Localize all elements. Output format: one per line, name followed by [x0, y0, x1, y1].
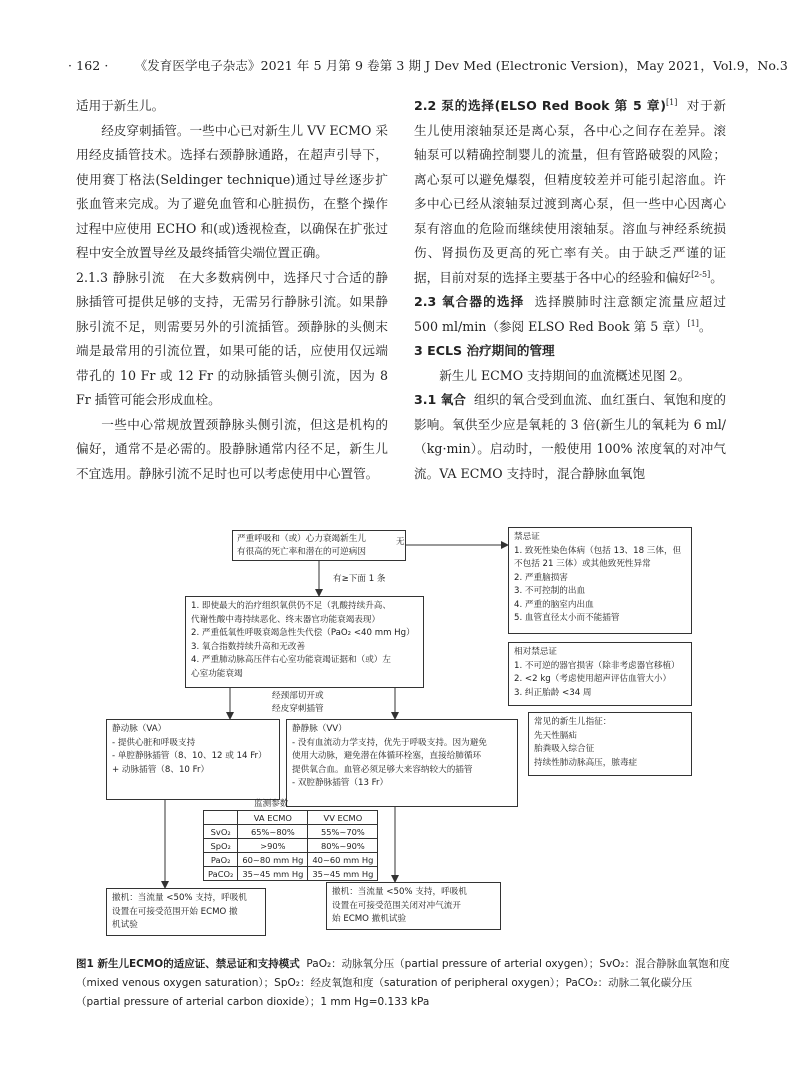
citation: [2-5] — [691, 269, 711, 279]
vv-mode-box — [286, 719, 518, 807]
paragraph — [414, 388, 726, 486]
box-line: 2. 严重低氧性呼吸衰竭急性失代偿（PaO₂ <40 mm Hg） — [191, 628, 415, 638]
box-title: 静动脉（VA） — [112, 724, 167, 734]
box-title: 禁忌证 — [514, 532, 540, 542]
table-cell: 60~80 mm Hg — [238, 853, 308, 867]
figure-title: 图1 新生儿ECMO的适应证、禁忌证和支持模式 — [76, 958, 300, 970]
box-line: 1. 致死性染色体病（包括 13、18 三体，但 — [514, 545, 682, 556]
citation: [1] — [666, 97, 678, 107]
box-line: - 单腔静脉插管（8、10、12 或 14 Fr） — [112, 751, 267, 761]
box-line: 心室功能衰竭 — [191, 668, 243, 679]
paragraph — [76, 266, 388, 413]
box-line: 有很高的死亡率和潜在的可逆病因 — [237, 547, 366, 557]
table-row — [204, 867, 378, 881]
section-heading: 2.3 氧合器的选择 — [414, 294, 525, 309]
table-row — [204, 839, 378, 853]
table-cell: 35~45 mm Hg — [308, 867, 378, 881]
table-cell: SvO₂ — [204, 825, 238, 839]
left-column — [76, 94, 388, 486]
table-cell: PaCO₂ — [204, 867, 238, 881]
paragraph-text: 对于新生儿使用滚轴泵还是离心泵，各中心之间存在差异。滚轴泵可以精确控制婴儿的流量，但有管路破裂的风险；离心泵可以避免爆裂，但精度较差并可能引起溶血。许多中心已经从滚轴泵过渡到离心泵，但一些中心因离心泵有溶血的危险而继续使用滚轴泵。溶血与神经系统损伤、肾损伤及更高的死亡率有关。由于缺乏严谨的证据，目前对泵的选择主要基于各中心的经验和偏好 — [414, 98, 727, 285]
label-line: 经皮穿刺插管 — [272, 704, 324, 714]
va-mode-box — [106, 719, 280, 800]
vv-weaning-box — [326, 882, 501, 930]
box-line: - 提供心脏和呼吸支持 — [112, 737, 196, 748]
box-line: 提供氧合血。血管必须足够大来容纳较大的插管 — [292, 764, 473, 775]
table-header-row — [204, 811, 378, 825]
table-cell — [204, 811, 238, 825]
punctuation: 。 — [698, 318, 712, 334]
box-line: 3. 氧合指数持续升高和无改善 — [191, 641, 306, 652]
indications-box — [185, 596, 424, 688]
relative-contraindication-box — [508, 642, 692, 706]
box-line: 持续性肺动脉高压，脓毒症 — [534, 757, 638, 768]
section-heading: 3.1 氧合 — [414, 392, 466, 407]
common-indications-box — [528, 712, 692, 776]
paragraph: 一些中心常规放置颈静脉头侧引流，但这是机构的偏好，通常不是必需的。股静脉通常内径不足，新生儿不宜选用。静脉引流不足时也可以考虑使用中心置管。 — [76, 416, 388, 481]
punctuation: 。 — [710, 269, 723, 285]
right-column — [414, 94, 726, 486]
box-line: 撤机：当流量 <50% 支持，呼吸机 — [332, 887, 467, 897]
box-line: 1. 即使最大的治疗组织氧供仍不足（乳酸持续升高、 — [191, 601, 391, 611]
va-weaning-box — [106, 888, 266, 936]
box-title: 常见的新生儿指征： — [534, 717, 612, 727]
no-label: 无 — [396, 537, 405, 547]
box-title: 相对禁忌证 — [514, 647, 557, 657]
paragraph-text: 选择膜肺时注意额定流量应超过 500 ml/min（参阅 ELSO Red Book 第 5 章） — [414, 294, 726, 334]
table-cell: PaO₂ — [204, 853, 238, 867]
label-line: 经颈部切开或 — [272, 691, 324, 701]
box-line: 严重呼吸和（或）心力衰竭新生儿 — [237, 534, 366, 544]
box-line: - 双腔静脉插管（13 Fr） — [292, 778, 389, 788]
table-cell: 80%~90% — [308, 839, 378, 853]
box-line: 1. 不可逆的器官损害（除非考虑器官移植） — [514, 660, 680, 671]
box-line: 设置在可接受范围关闭对冲气流开 — [332, 900, 461, 911]
box-line: 撤机：当流量 <50% 支持，呼吸机 — [112, 893, 247, 903]
box-line: 4. 严重肺动脉高压伴右心室功能衰竭证据和（或）左 — [191, 655, 391, 665]
paragraph — [414, 290, 726, 339]
paragraph-text: 组织的氧合受到血流、血红蛋白、氧饱和度的影响。氧供至少应是氧耗的 3 倍(新生儿的氧耗为 6 ml/（kg·min）。启动时，一般使用 100% 浓度氧的对冲气流。VA ECMO 支持时，混合静脉血氧饱 — [414, 392, 727, 481]
table-cell: VV ECMO — [308, 811, 378, 825]
box-line: 3. 不可控制的出血 — [514, 586, 586, 596]
paragraph: 经皮穿刺插管。一些中心已对新生儿 VV ECMO 采用经皮插管技术。选择右颈静脉通路，在超声引导下，使用赛丁格法(Seldinger technique)通过导丝逐步扩张血管来完成。为了避免血管和心脏损伤，在整个操作过程中应使用 ECHO 和(或)透视检查，以确保在扩张过程中安全放置导丝及最终插管尖端位置正确。 — [76, 122, 388, 260]
table-cell: 40~60 mm Hg — [308, 853, 378, 867]
box-line: + 动脉插管（8、10 Fr） — [112, 764, 210, 775]
citation: [1] — [687, 318, 699, 328]
box-line: 2. 严重脑损害 — [514, 572, 568, 583]
box-line: 4. 严重的脑室内出血 — [514, 599, 594, 610]
monitoring-title: 监测参数 — [254, 799, 289, 809]
journal-line: 《发育医学电子杂志》2021 年 5 月第 9 卷第 3 期 J Dev Med (Electronic Version)，May 2021，Vol.9，No.3 — [134, 58, 788, 73]
box-line: 代谢性酸中毒持续恶化、终末器官功能衰竭表现） — [191, 614, 381, 625]
box-line: 先天性膈疝 — [534, 730, 577, 741]
paragraph: 适用于新生儿。 — [76, 98, 165, 113]
box-line: 始 ECMO 撤机试验 — [332, 914, 407, 924]
box-title: 静静脉（VV） — [292, 724, 347, 734]
box-line: - 没有血流动力学支持，优先于呼吸支持。因为避免 — [292, 737, 487, 748]
yes-label: 有≥下面 1 条 — [333, 574, 386, 584]
paragraph — [414, 94, 726, 290]
box-line: 3. 纠正胎龄 <34 周 — [514, 687, 592, 698]
monitoring-table — [203, 810, 378, 881]
box-line: 胎粪吸入综合征 — [534, 744, 595, 754]
section-heading: 3 ECLS 治疗期间的管理 — [414, 343, 555, 358]
box-line: 不包括 21 三体）或其他致死性异常 — [514, 559, 651, 569]
table-cell: 35~45 mm Hg — [238, 867, 308, 881]
page-number: · 162 · — [68, 58, 109, 73]
table-row — [204, 853, 378, 867]
box-line: 机试验 — [112, 920, 138, 930]
box-line: 2. <2 kg（考虑使用超声评估血管大小） — [514, 674, 672, 684]
box-line: 使用大动脉，避免潜在体循环栓塞，直接给肺循环 — [292, 751, 482, 761]
cannulation-label — [272, 690, 324, 716]
patient-box — [232, 530, 406, 561]
table-cell: 55%~70% — [308, 825, 378, 839]
table-cell: VA ECMO — [238, 811, 308, 825]
table-row — [204, 825, 378, 839]
table-cell: 65%~80% — [238, 825, 308, 839]
box-line: 设置在可接受范围开始 ECMO 撤 — [112, 906, 238, 917]
figure-caption — [76, 955, 736, 1012]
running-header — [68, 56, 788, 74]
table-cell: >90% — [238, 839, 308, 853]
paragraph: 新生儿 ECMO 支持期间的血流概述见图 2。 — [439, 367, 691, 383]
contraindication-box — [508, 527, 692, 634]
caption-text: PaO₂：动脉氧分压（partial pressure of arterial oxygen）；SvO₂：混合静脉血氧饱和度（mixed venous oxygen saturation）；SpO₂：经皮氧饱和度（saturation of peripheral oxygen）；PaCO₂：动脉二氧化碳分压（partial pressure of arterial carbon dioxide）；1 mm Hg=0.133 kPa — [76, 958, 730, 1008]
paragraph-text: 在大多数病例中，选择尺寸合适的静脉插管可提供足够的支持，无需另行静脉引流。如果静脉引流不足，则需要另外的引流插管。颈静脉的头侧末端是最常用的引流位置，如果可能的话，应使用仅远端带孔的 10 Fr 或 12 Fr 的动脉插管头侧引流，因为 8 Fr 插管可能会形成血栓。 — [76, 269, 388, 407]
table-cell: SpO₂ — [204, 839, 238, 853]
section-heading: 2.1.3 静脉引流 — [76, 269, 166, 285]
box-line: 5. 血管直径太小而不能插管 — [514, 613, 620, 623]
section-heading: 2.2 泵的选择(ELSO Red Book 第 5 章) — [414, 98, 666, 113]
